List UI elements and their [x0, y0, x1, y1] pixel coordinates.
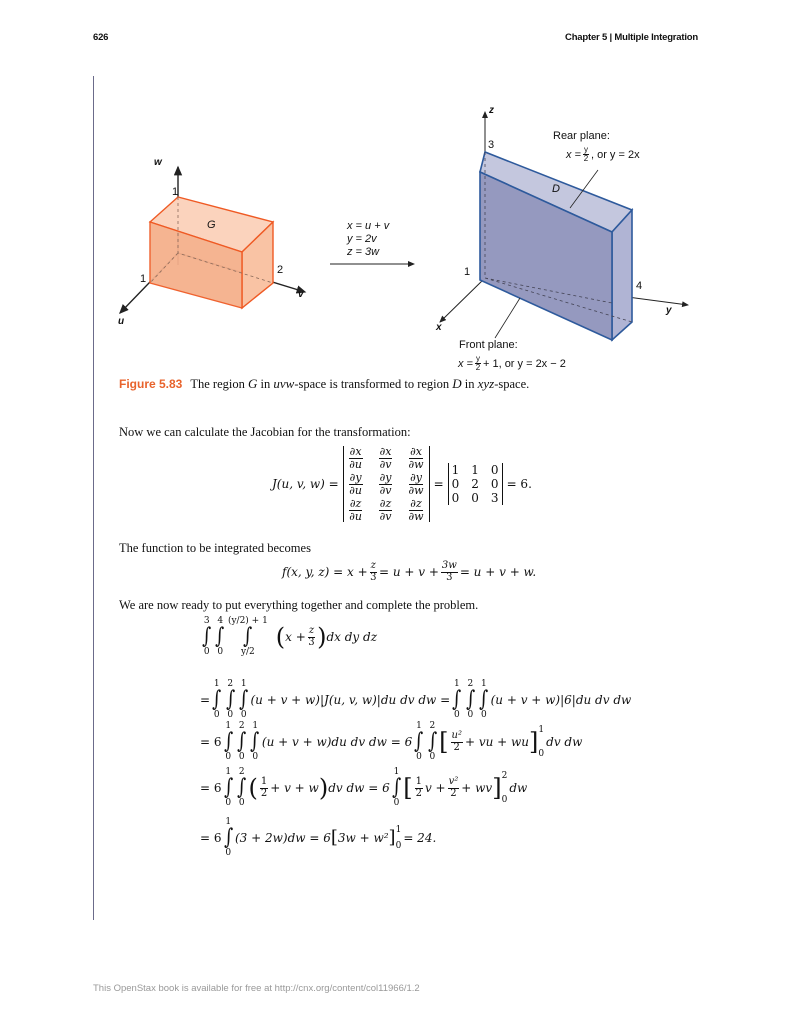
tick-x: 1	[464, 266, 471, 278]
transform-z: z = 3w	[347, 246, 380, 258]
region-d-label: D	[552, 183, 560, 195]
matrix-entry: 0	[490, 463, 499, 478]
matrix-entry: 3	[490, 491, 499, 506]
figure-caption: Figure 5.83 The region G in uvw-space is transformed to region D in xyz-space.	[119, 376, 530, 391]
paragraph-integration-intro: We are now ready to put everything together and complete the problem.	[119, 598, 479, 612]
matrix-entry: 0	[451, 477, 460, 492]
chapter-title: Chapter 5 | Multiple Integration	[565, 32, 698, 43]
partial-derivative: $\frac{\partial x}{\partial v}$	[379, 445, 392, 471]
paragraph-function-intro: The function to be integrated becomes	[119, 541, 311, 555]
paragraph-jacobian-intro: Now we can calculate the Jacobian for the transformation:	[119, 425, 411, 439]
matrix-entry: 2	[471, 477, 479, 492]
integral-line-2: = 1 ∫ 0 2 ∫ 0 1 ∫ 0 (u + v + w)|J(u, v, w)|du dv dw = 1 ∫ 0 2 ∫ 0 1 ∫ 0 (u + v + w)|6|du dv dw	[200, 679, 632, 720]
jacobian-equation: J(u, v, w) = $\frac{\partial x}{\partial u}$ $\frac{\partial x}{\partial v}$ $\frac{\partial x}{\partial w}$ $\frac{\partial y}{\partial u}$ $\frac{\partial y}{\partial v}$ $\frac{\partial y}{\partial w}$ $\frac{\partial z}{\partial u}$ $\frac{\partial z}{\partial v}$ $\frac{\partial z}{\partial w}$ = 1 1 0 0 2 0 0 0 3 = 6.	[272, 445, 532, 523]
transform-y: y = 2v	[347, 233, 377, 245]
rear-plane-equation: x = $\frac{y}{2}$ , or y = 2x	[566, 145, 640, 164]
region-g-label: G	[207, 219, 216, 231]
partial-derivative: $\frac{\partial y}{\partial w}$	[408, 471, 424, 497]
integral-line-3: = 6 1 ∫ 0 2 ∫ 0 1 ∫ 0 (u + v + w)du dv dw = 6 1 ∫ 0 2 ∫ 0 [ $\frac{\text{u²}}{2}$ + vu + wu ] 1 0 dv dw	[200, 721, 583, 762]
front-plane-equation: x = $\frac{y}{2}$ + 1, or y = 2x − 2	[458, 354, 566, 373]
tick-z: 3	[488, 139, 495, 151]
function-equation: f(x, y, z) = x + $\frac{z}{3}$ = u + v + $\frac{3w}{3}$ = u + v + w.	[282, 560, 537, 583]
partial-derivative: $\frac{\partial z}{\partial v}$	[379, 497, 392, 523]
transform-x: x = u + v	[347, 220, 390, 232]
axis-v-label: v	[298, 289, 304, 300]
partial-derivative: $\frac{\partial z}{\partial w}$	[408, 497, 424, 523]
axis-z-label: z	[489, 105, 494, 116]
region-g	[120, 167, 305, 313]
matrix-entry: 0	[471, 491, 479, 506]
matrix-entry: 0	[490, 477, 499, 492]
partial-derivative: $\frac{\partial x}{\partial u}$	[349, 445, 362, 471]
axis-y-label: y	[666, 305, 672, 316]
page-number: 626	[93, 32, 109, 43]
partial-derivative: $\frac{\partial z}{\partial u}$	[349, 497, 362, 523]
partial-derivative: $\frac{\partial x}{\partial w}$	[408, 445, 424, 471]
matrix-entry: 1	[451, 463, 460, 478]
integral-line-5: = 6 1 ∫ 0 (3 + 2w)dw = 6 [ 3w + w² ] 1 0 = 24.	[200, 817, 437, 858]
footer-note: This OpenStax book is available for free at http://cnx.org/content/col11966/1.2	[93, 983, 420, 994]
figure-5-83	[0, 0, 791, 400]
tick-v: 2	[277, 264, 284, 276]
integral-line-1: 3 ∫ 0 4 ∫ 0 (y/2) + 1 ∫ y/2 ( x + $\frac{z}{3}$ ) dx dy dz	[202, 616, 378, 657]
partial-derivative: $\frac{\partial y}{\partial v}$	[379, 471, 392, 497]
matrix-entry: 0	[451, 491, 460, 506]
front-plane-title: Front plane:	[459, 339, 518, 351]
tick-y: 4	[636, 280, 643, 292]
tick-w: 1	[172, 186, 179, 198]
matrix-entry: 1	[471, 463, 479, 478]
axis-w-label: w	[154, 157, 162, 168]
axis-u-label: u	[118, 316, 125, 327]
tick-u: 1	[140, 273, 147, 285]
region-d	[440, 112, 688, 340]
integral-line-4: = 6 1 ∫ 0 2 ∫ 0 ( $\frac{1}{2}$ + v + w ) dv dw = 6 1 ∫ 0 [ $\frac{1}{2}$ v + $\frac{\text{v²}}{2}$ + wv ] 2 0 dw	[200, 767, 528, 808]
partial-derivative: $\frac{\partial y}{\partial u}$	[349, 471, 362, 497]
axis-x-label: x	[436, 322, 442, 333]
rear-plane-title: Rear plane:	[553, 130, 610, 142]
